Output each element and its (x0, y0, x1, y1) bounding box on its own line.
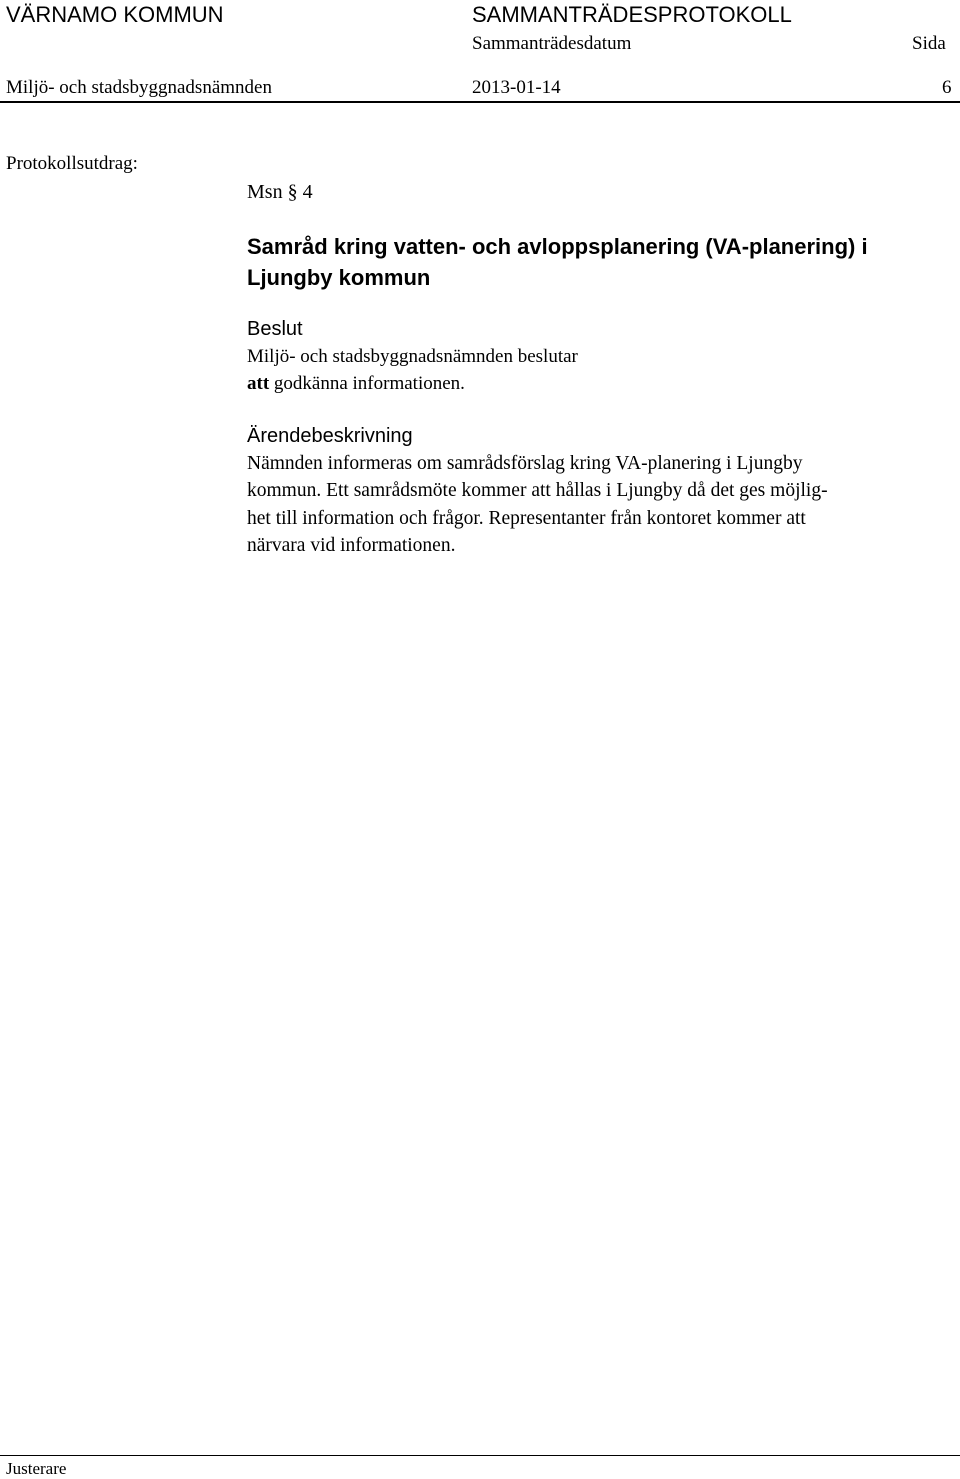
description-line: het till information och frågor. Representanter från kontoret kommer att (247, 507, 806, 529)
signatory-label: Justerare (6, 1459, 67, 1478)
decision-clause (247, 370, 953, 397)
document-type: SAMMANTRÄDESPROTOKOLL (472, 2, 792, 27)
extract-label: Protokollsutdrag: (6, 153, 138, 174)
description-line: kommun. Ett samrådsmöte kommer att hållas i Ljungby då det ges möjlig- (247, 480, 828, 502)
decision-body (247, 343, 953, 397)
page-label: Sida (912, 33, 946, 54)
board-name: Miljö- och stadsbyggnadsnämnden (6, 77, 272, 98)
organization-name: VÄRNAMO KOMMUN (6, 2, 224, 27)
description-heading: Ärendebeskrivning (247, 425, 413, 447)
decision-text: godkänna informationen. (273, 373, 465, 394)
meeting-date-label: Sammanträdesdatum (472, 33, 632, 54)
page-number: 6 (942, 77, 952, 98)
header-divider (0, 101, 960, 103)
section-reference: Msn § 4 (247, 181, 313, 203)
description-line: närvara vid informationen. (247, 534, 456, 556)
decision-intro: Miljö- och stadsbyggnadsnämnden beslutar (247, 346, 578, 367)
description-line: Nämnden informeras om samrådsförslag kring VA-planering i Ljungby (247, 453, 803, 474)
case-title: Samråd kring vatten- och avloppsplanering (VA-planering) i Ljungby kommun (247, 234, 868, 290)
decision-heading: Beslut (247, 318, 303, 340)
decision-keyword: att (247, 373, 270, 394)
meeting-date: 2013-01-14 (472, 77, 561, 98)
description-body (247, 450, 953, 559)
footer-divider (0, 1455, 960, 1456)
